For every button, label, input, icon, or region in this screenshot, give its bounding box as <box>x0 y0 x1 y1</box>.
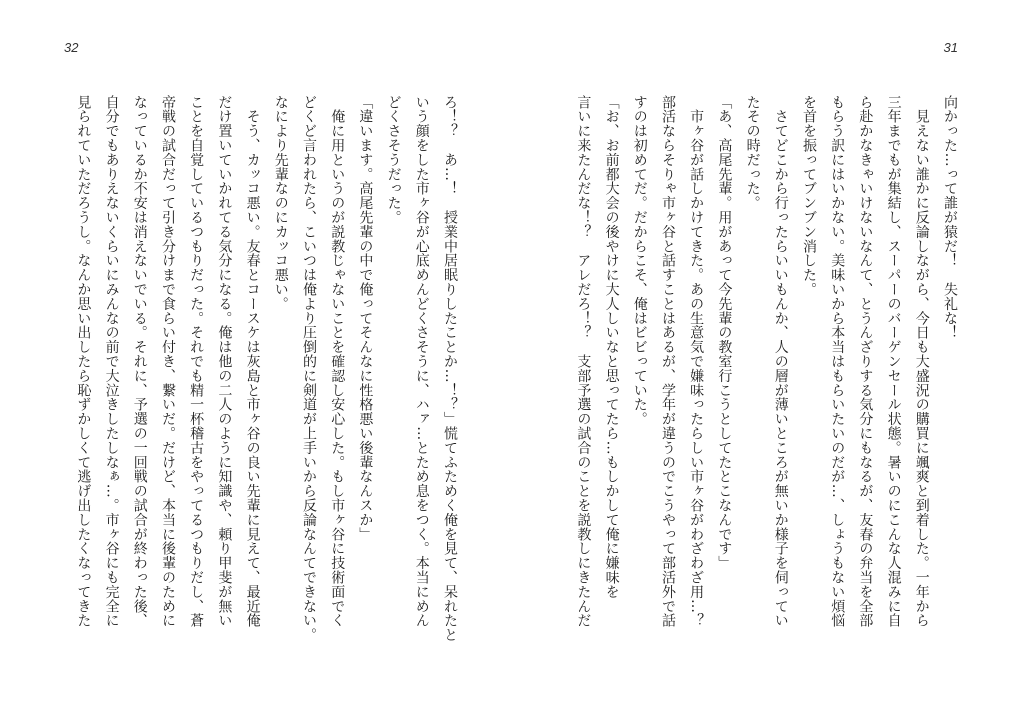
text-line: もらう訳にはいかない。美味いから本当はもらいたいのだが…、しょうもない煩悩 <box>829 95 846 628</box>
text-line: 部活ならそりゃ市ヶ谷と話すことはあるが、学年が違うのでこうやって部活外で話 <box>659 95 676 628</box>
text-line: 言いに来たんだな！？ アレだろ！？ 支部予選の試合のことを説教しにきたんだ <box>575 95 592 628</box>
text-line: さてどこから行ったらいいもんか、人の層が薄いところが無いか様子を伺ってい <box>772 95 789 628</box>
page-number: 32 <box>64 40 79 55</box>
text-line: 帝戦の試合だって引き分けまで食らい付き、繋いだ。だけど、本当に後輩のために <box>159 95 176 628</box>
text-line: 「あ、高尾先輩。用があって今先輩の教室行こうとしてたとこなんです」 <box>716 95 733 571</box>
text-line: 「違います。高尾先輩の中で俺ってそんなに性格悪い後輩なんスか」 <box>357 95 374 542</box>
text-line: ろ！？ あ…！ 授業中居眠りしたことか…！？」慌てふためく俺を見て、呆れたと <box>442 95 458 643</box>
text-line: だけ置いていかれてる気分になる。俺は他の二人のように知識や、頼り甲斐が無い <box>216 95 233 628</box>
text-line: 向かった…って誰が猿だ！ 失礼な！ <box>942 95 958 340</box>
text-line: なっているか不安は消えないでいる。それに、予選の一回戦の試合が終わった後、 <box>131 95 148 628</box>
text-line: 自分でもありえないくらいにみんなの前で大泣きしたしなぁ…。市ヶ谷にも完全に <box>103 95 120 628</box>
text-line: 俺に用というのが説教じゃないことを確認し安心した。もし市ヶ谷に技術面でく <box>329 95 346 628</box>
text-line: 見えない誰かに反論しながら、今日も大盛況の購買に颯爽と到着した。一年から <box>913 95 930 628</box>
body-text <box>54 95 464 655</box>
text-line: どくど言われたら、こいつは俺より圧倒的に剣道が上手いから反論なんてできない。 <box>300 95 317 643</box>
text-line: すのは初めてだ。だからこそ、俺はビビっていた。 <box>631 95 648 427</box>
text-line: なにより先輩なのにカッコ悪い。 <box>272 95 289 311</box>
text-line: 「お、お前都大会の後やけに大人しいなと思ってたら…もしかして俺に嫌味を <box>603 95 620 599</box>
text-line: 三年までもが集結し、スーパーのバーゲンセール状態。暑いのにこんな人混みに自 <box>885 95 902 628</box>
text-line: 見られていただろうし。なんか思い出したら恥ずかしくて逃げ出したくなってきた <box>75 95 92 628</box>
right-page <box>512 0 1024 722</box>
page-number: 31 <box>943 40 958 55</box>
text-line: ことを自覚しているつもりだった。それでも精一杯稽古をやってるつもりだし、蒼 <box>188 95 205 628</box>
text-line: ら赴かなきゃいけないなんて、とうんざりする気分にもなるが、友春の弁当を全部 <box>857 95 874 628</box>
text-line: 市ヶ谷が話しかけてきた。あの生意気で嫌味ったらしい市ヶ谷がわざわざ用…？ <box>688 95 705 628</box>
text-line: そう、カッコ悪い。友春とコースケは灰島と市ヶ谷の良い先輩に見えて、最近俺 <box>244 95 261 628</box>
text-line: いう顔をした市ヶ谷が心底めんどくさそうに、ハァ…とため息をつく。本当にめん <box>413 95 430 628</box>
text-line: を首を振ってブンブン消した。 <box>800 95 817 297</box>
text-line: どくさそうだった。 <box>385 95 402 225</box>
body-text <box>575 95 964 655</box>
text-line: たその時だった。 <box>744 95 761 211</box>
